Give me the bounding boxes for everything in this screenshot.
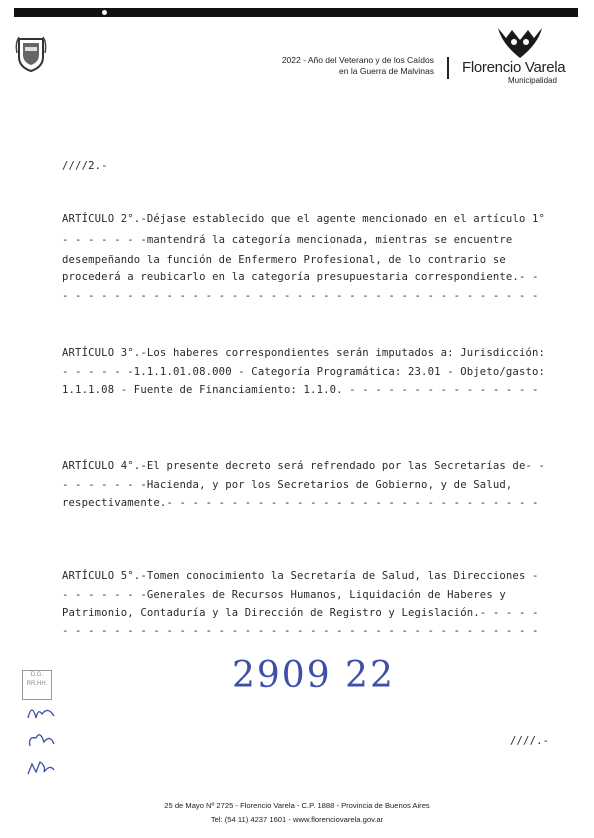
continuation-marker: ////.- [510, 735, 550, 747]
footer-address: 25 de Mayo Nº 2725 - Florencio Varela - C.P. 1888 - Provincia de Buenos Aires [164, 801, 430, 810]
footer-contact: Tel: (54 11) 4237 1601 - www.florenciovarela.gov.ar [210, 815, 384, 824]
department-stamp-line2: RR.HH. [26, 681, 48, 687]
article-2-line-1: ARTÍCULO 2°.-Déjase establecido que el agente mencionado en el artículo 1° [62, 213, 546, 225]
page-marker: ////2.- [62, 160, 108, 172]
brand-name: Florencio Varela [462, 59, 566, 76]
header-bar [14, 8, 578, 17]
brand-subtitle: Municipalidad [508, 76, 557, 85]
separator-line: - - - - - - - - - - - - - - - - - - - - - - - - - - - - - - - - - - - - - [62, 290, 539, 302]
department-stamp [22, 670, 52, 700]
article-3-line-3: 1.1.1.08 - Fuente de Financiamiento: 1.1.0. - - - - - - - - - - - - - - - [62, 384, 539, 396]
department-stamp-line1: D.G. [30, 672, 44, 678]
article-4-line-3: respectivamente.- - - - - - - - - - - - - - - - - - - - - - - - - - - - - [62, 497, 539, 509]
header-motto-line1: 2022 - Año del Veterano y de los Caídos [281, 55, 434, 65]
article-4-line-2: - - - - - - -Hacienda, y por los Secretarios de Gobierno, y de Salud, [62, 479, 513, 491]
separator-line: - - - - - - - - - - - - - - - - - - - - - - - - - - - - - - - - - - - - - [62, 625, 539, 637]
crest-icon [15, 33, 47, 73]
decree-number-stamp: 2909 22 [232, 655, 395, 696]
municipal-logo-icon [492, 24, 548, 62]
article-3-line-2: - - - - - -1.1.1.01.08.000 - Categoría Programática: 23.01 - Objeto/gasto: [62, 366, 546, 378]
article-4-line-1: ARTÍCULO 4°.-El presente decreto será refrendado por las Secretarías de- - [62, 460, 546, 472]
article-3-line-1: ARTÍCULO 3°.-Los haberes correspondientes serán imputados a: Jurisdicción: [62, 347, 546, 359]
article-5-line-3: Patrimonio, Contaduría y la Dirección de Registro y Legislación.- - - - - [62, 607, 539, 619]
header-divider [447, 57, 449, 79]
header-motto [282, 55, 434, 77]
article-2-line-3: desempeñando la función de Enfermero Profesional, de lo contrario se [62, 254, 506, 266]
article-2-line-2: - - - - - - -mantendrá la categoría mencionada, mientras se encuentre [62, 234, 513, 246]
article-5-line-2: - - - - - - -Generales de Recursos Humanos, Liquidación de Haberes y [62, 589, 506, 601]
header-bar-dot [102, 10, 107, 15]
header-motto-line2: en la Guerra de Malvinas [339, 66, 434, 76]
handwritten-initials-icon [24, 700, 64, 780]
article-2-line-4: procederá a reubicarlo en la categoría presupuestaria correspondiente.- - [62, 271, 539, 283]
article-5-line-1: ARTÍCULO 5°.-Tomen conocimiento la Secretaría de Salud, las Direcciones - [62, 570, 539, 582]
